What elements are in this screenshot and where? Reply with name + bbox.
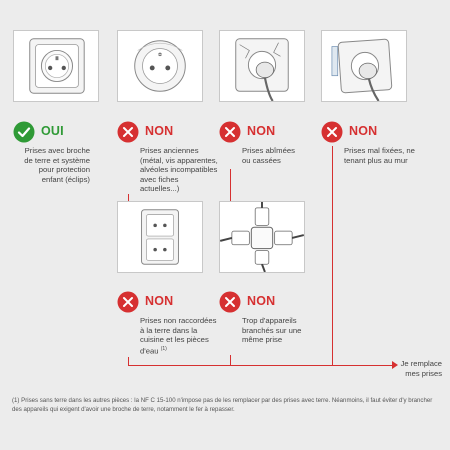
- modern-socket-illustration: [14, 31, 98, 101]
- description-damaged-socket: Prises abîmées ou cassées: [242, 146, 295, 165]
- card-loose-socket: [321, 30, 407, 102]
- multi-plug-adapter-illustration: [220, 202, 304, 272]
- description-text: Prises non raccordées à la terre dans la cuisine et les pièces d'eau: [140, 316, 217, 356]
- description-old-socket: Prises anciennes (métal, vis apparentes, alvéoles incompatibles avec fiches actuelles...): [140, 146, 218, 194]
- card-damaged-socket: [219, 30, 305, 102]
- description-no-ground-socket: [140, 316, 218, 356]
- description-good-socket: Prises avec broche de terre et système pour protection enfant (éclips): [24, 146, 90, 184]
- status-label-no: NON: [145, 124, 174, 138]
- cross-icon: [117, 291, 139, 313]
- cross-icon: [321, 121, 343, 143]
- connector-line-loose-socket: [332, 146, 333, 365]
- double-socket-illustration: [118, 202, 202, 272]
- check-icon: [13, 121, 35, 143]
- connector-line-horizontal: [128, 365, 394, 366]
- card-old-socket: [117, 30, 203, 102]
- loose-socket-illustration: [322, 31, 406, 101]
- description-overloaded-socket: Trop d'appareils branchés sur une même prise: [242, 316, 302, 345]
- card-overloaded-socket: [219, 201, 305, 273]
- damaged-socket-illustration: [220, 31, 304, 101]
- connector-line-damaged-socket: [230, 169, 231, 201]
- footnote: (1) Prises sans terre dans les autres pièces : la NF C 15-100 n'impose pas de les remplacer par des prises avec terre. Néanmoins, il faut éviter d'y brancher des appareils qui exigent d'avoir une broche de terre, notamment le fer à repasser.: [12, 397, 433, 413]
- status-label-no: NON: [145, 294, 174, 308]
- final-action-label: Je remplace mes prises: [400, 359, 442, 378]
- connector-line-overloaded: [230, 355, 231, 365]
- status-label-no: NON: [349, 124, 378, 138]
- footnote-reference: (1): [160, 345, 167, 352]
- description-loose-socket: Prises mal fixées, ne tenant plus au mur: [344, 146, 415, 165]
- cross-icon: [219, 291, 241, 313]
- status-label-no: NON: [247, 124, 276, 138]
- status-label-ok: OUI: [41, 124, 64, 138]
- connector-line-old-socket: [128, 194, 129, 201]
- status-label-no: NON: [247, 294, 276, 308]
- cross-icon: [219, 121, 241, 143]
- card-no-ground-socket: [117, 201, 203, 273]
- cross-icon: [117, 121, 139, 143]
- card-good-socket: [13, 30, 99, 102]
- old-socket-illustration: [118, 31, 202, 101]
